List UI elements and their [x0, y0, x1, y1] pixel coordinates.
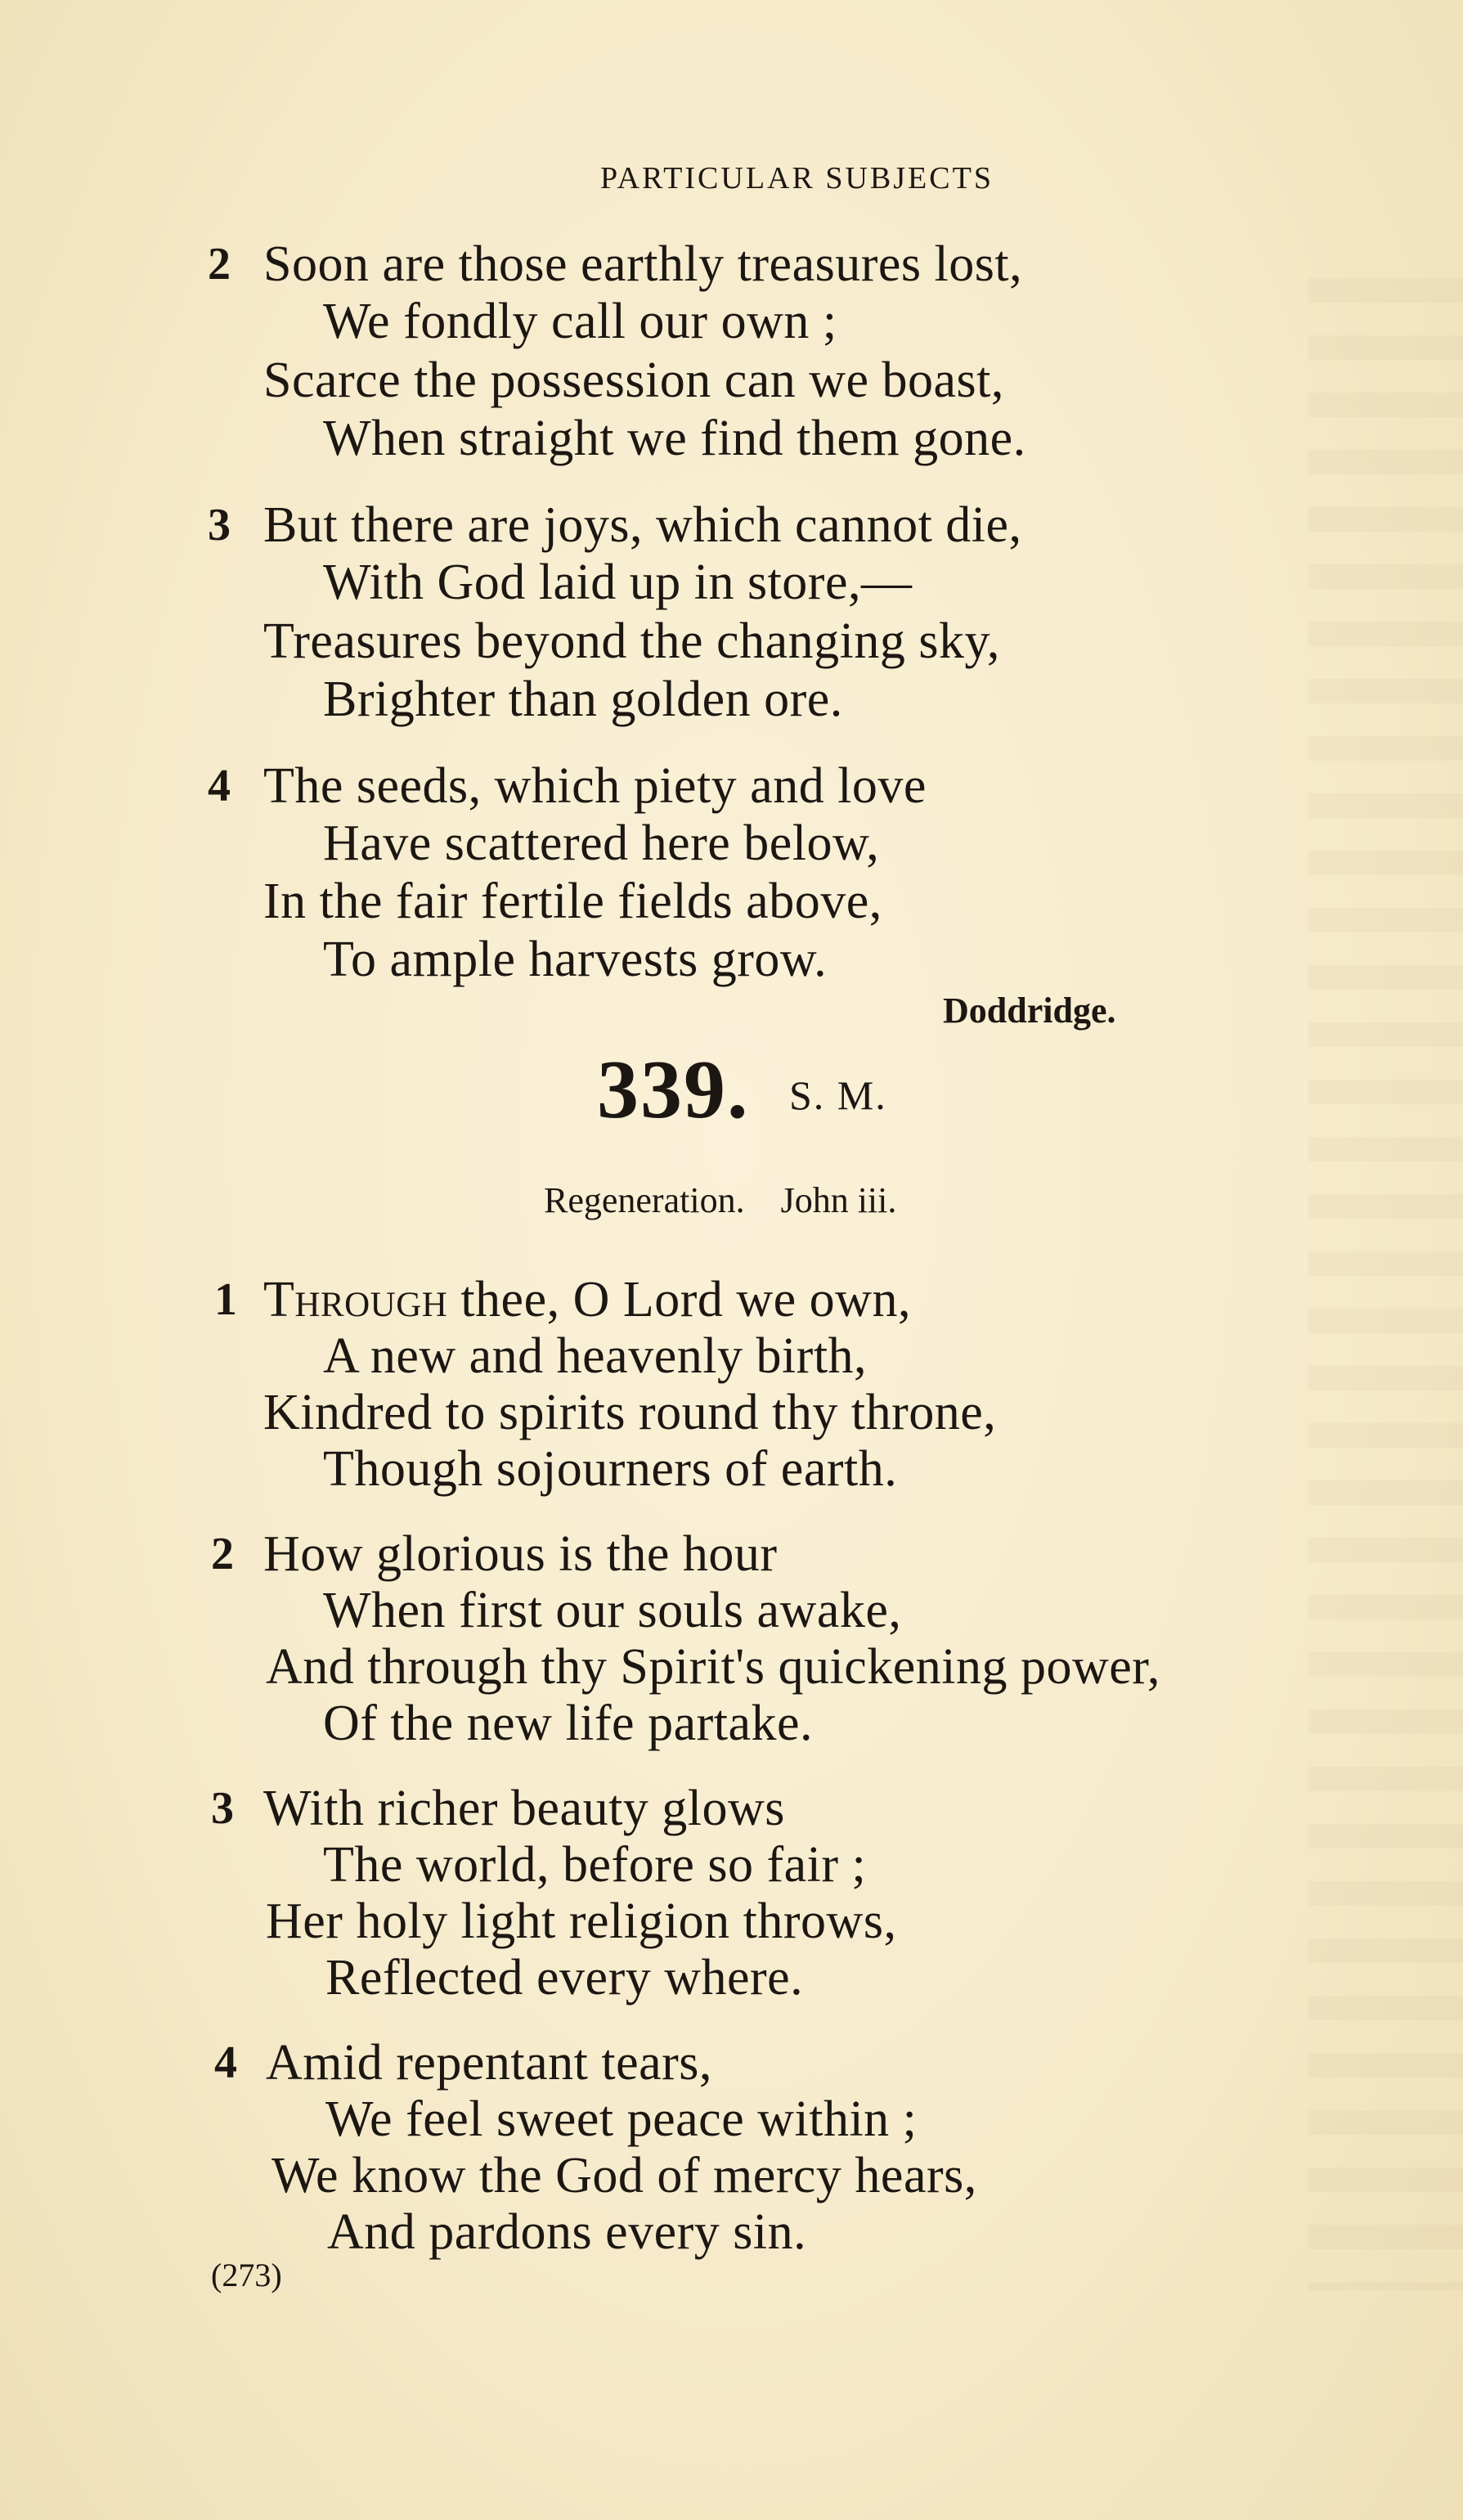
verse-line: But there are joys, which cannot die,	[263, 497, 1022, 553]
bleed-through-shadow	[1308, 245, 1463, 2290]
verse-line: Her holy light religion throws,	[266, 1893, 897, 1949]
verse-line: And through thy Spirit's quickening power,	[266, 1639, 1160, 1695]
verse-line: And pardons every sin.	[327, 2204, 807, 2260]
page-number: (273)	[211, 2257, 282, 2293]
verse-line: To ample harvests grow.	[323, 932, 828, 987]
verse-line: Though sojourners of earth.	[323, 1441, 898, 1497]
verse-number: 2	[211, 1529, 234, 1579]
verse-number: 1	[214, 1274, 237, 1325]
verse-number: 3	[208, 500, 231, 550]
verse-line: When first our souls awake,	[323, 1583, 902, 1638]
verse-line: Soon are those earthly treasures lost,	[263, 236, 1023, 292]
verse-line: Treasures beyond the changing sky,	[263, 613, 1000, 669]
verse-line: The world, before so fair ;	[323, 1837, 867, 1893]
hymn-subject: Regeneration. John iii.	[544, 1180, 897, 1220]
verse-line: With God laid up in store,—	[323, 555, 913, 610]
verse-line: The seeds, which piety and love	[263, 758, 927, 814]
verse-line: With richer beauty glows	[263, 1781, 785, 1836]
verse-number: 4	[208, 761, 231, 811]
verse-line-rest: thee, O Lord we own,	[447, 1272, 911, 1327]
verse-line: Have scattered here below,	[323, 815, 880, 871]
verse-number: 4	[214, 2037, 237, 2088]
verse-line: Of the new life partake.	[323, 1696, 814, 1751]
hymn-number: 339.	[597, 1044, 750, 1136]
author-attribution: Doddridge.	[943, 990, 1116, 1031]
verse-line: Brighter than golden ore.	[323, 672, 843, 727]
hymn-meter: S. M.	[789, 1072, 887, 1118]
verse-line: Scarce the possession can we boast,	[263, 353, 1004, 408]
verse-line: We know the God of mercy hears,	[272, 2148, 977, 2203]
verse-line: Kindred to spirits round thy throne,	[263, 1385, 997, 1440]
first-word: Through	[263, 1272, 448, 1327]
verse-line: In the fair fertile fields above,	[263, 874, 882, 929]
verse-number: 2	[208, 239, 231, 290]
verse-line: A new and heavenly birth,	[323, 1328, 868, 1384]
running-head: PARTICULAR SUBJECTS	[600, 161, 994, 195]
verse-line: When straight we find them gone.	[323, 411, 1026, 466]
verse-line: We fondly call our own ;	[323, 294, 837, 349]
verse-line: Reflected every where.	[325, 1950, 804, 2006]
verse-line-first	[263, 1270, 911, 1329]
verse-line: Amid repentant tears,	[266, 2035, 712, 2091]
verse-line: How glorious is the hour	[263, 1526, 778, 1582]
verse-number: 3	[211, 1783, 234, 1834]
verse-line: We feel sweet peace within ;	[325, 2091, 918, 2147]
